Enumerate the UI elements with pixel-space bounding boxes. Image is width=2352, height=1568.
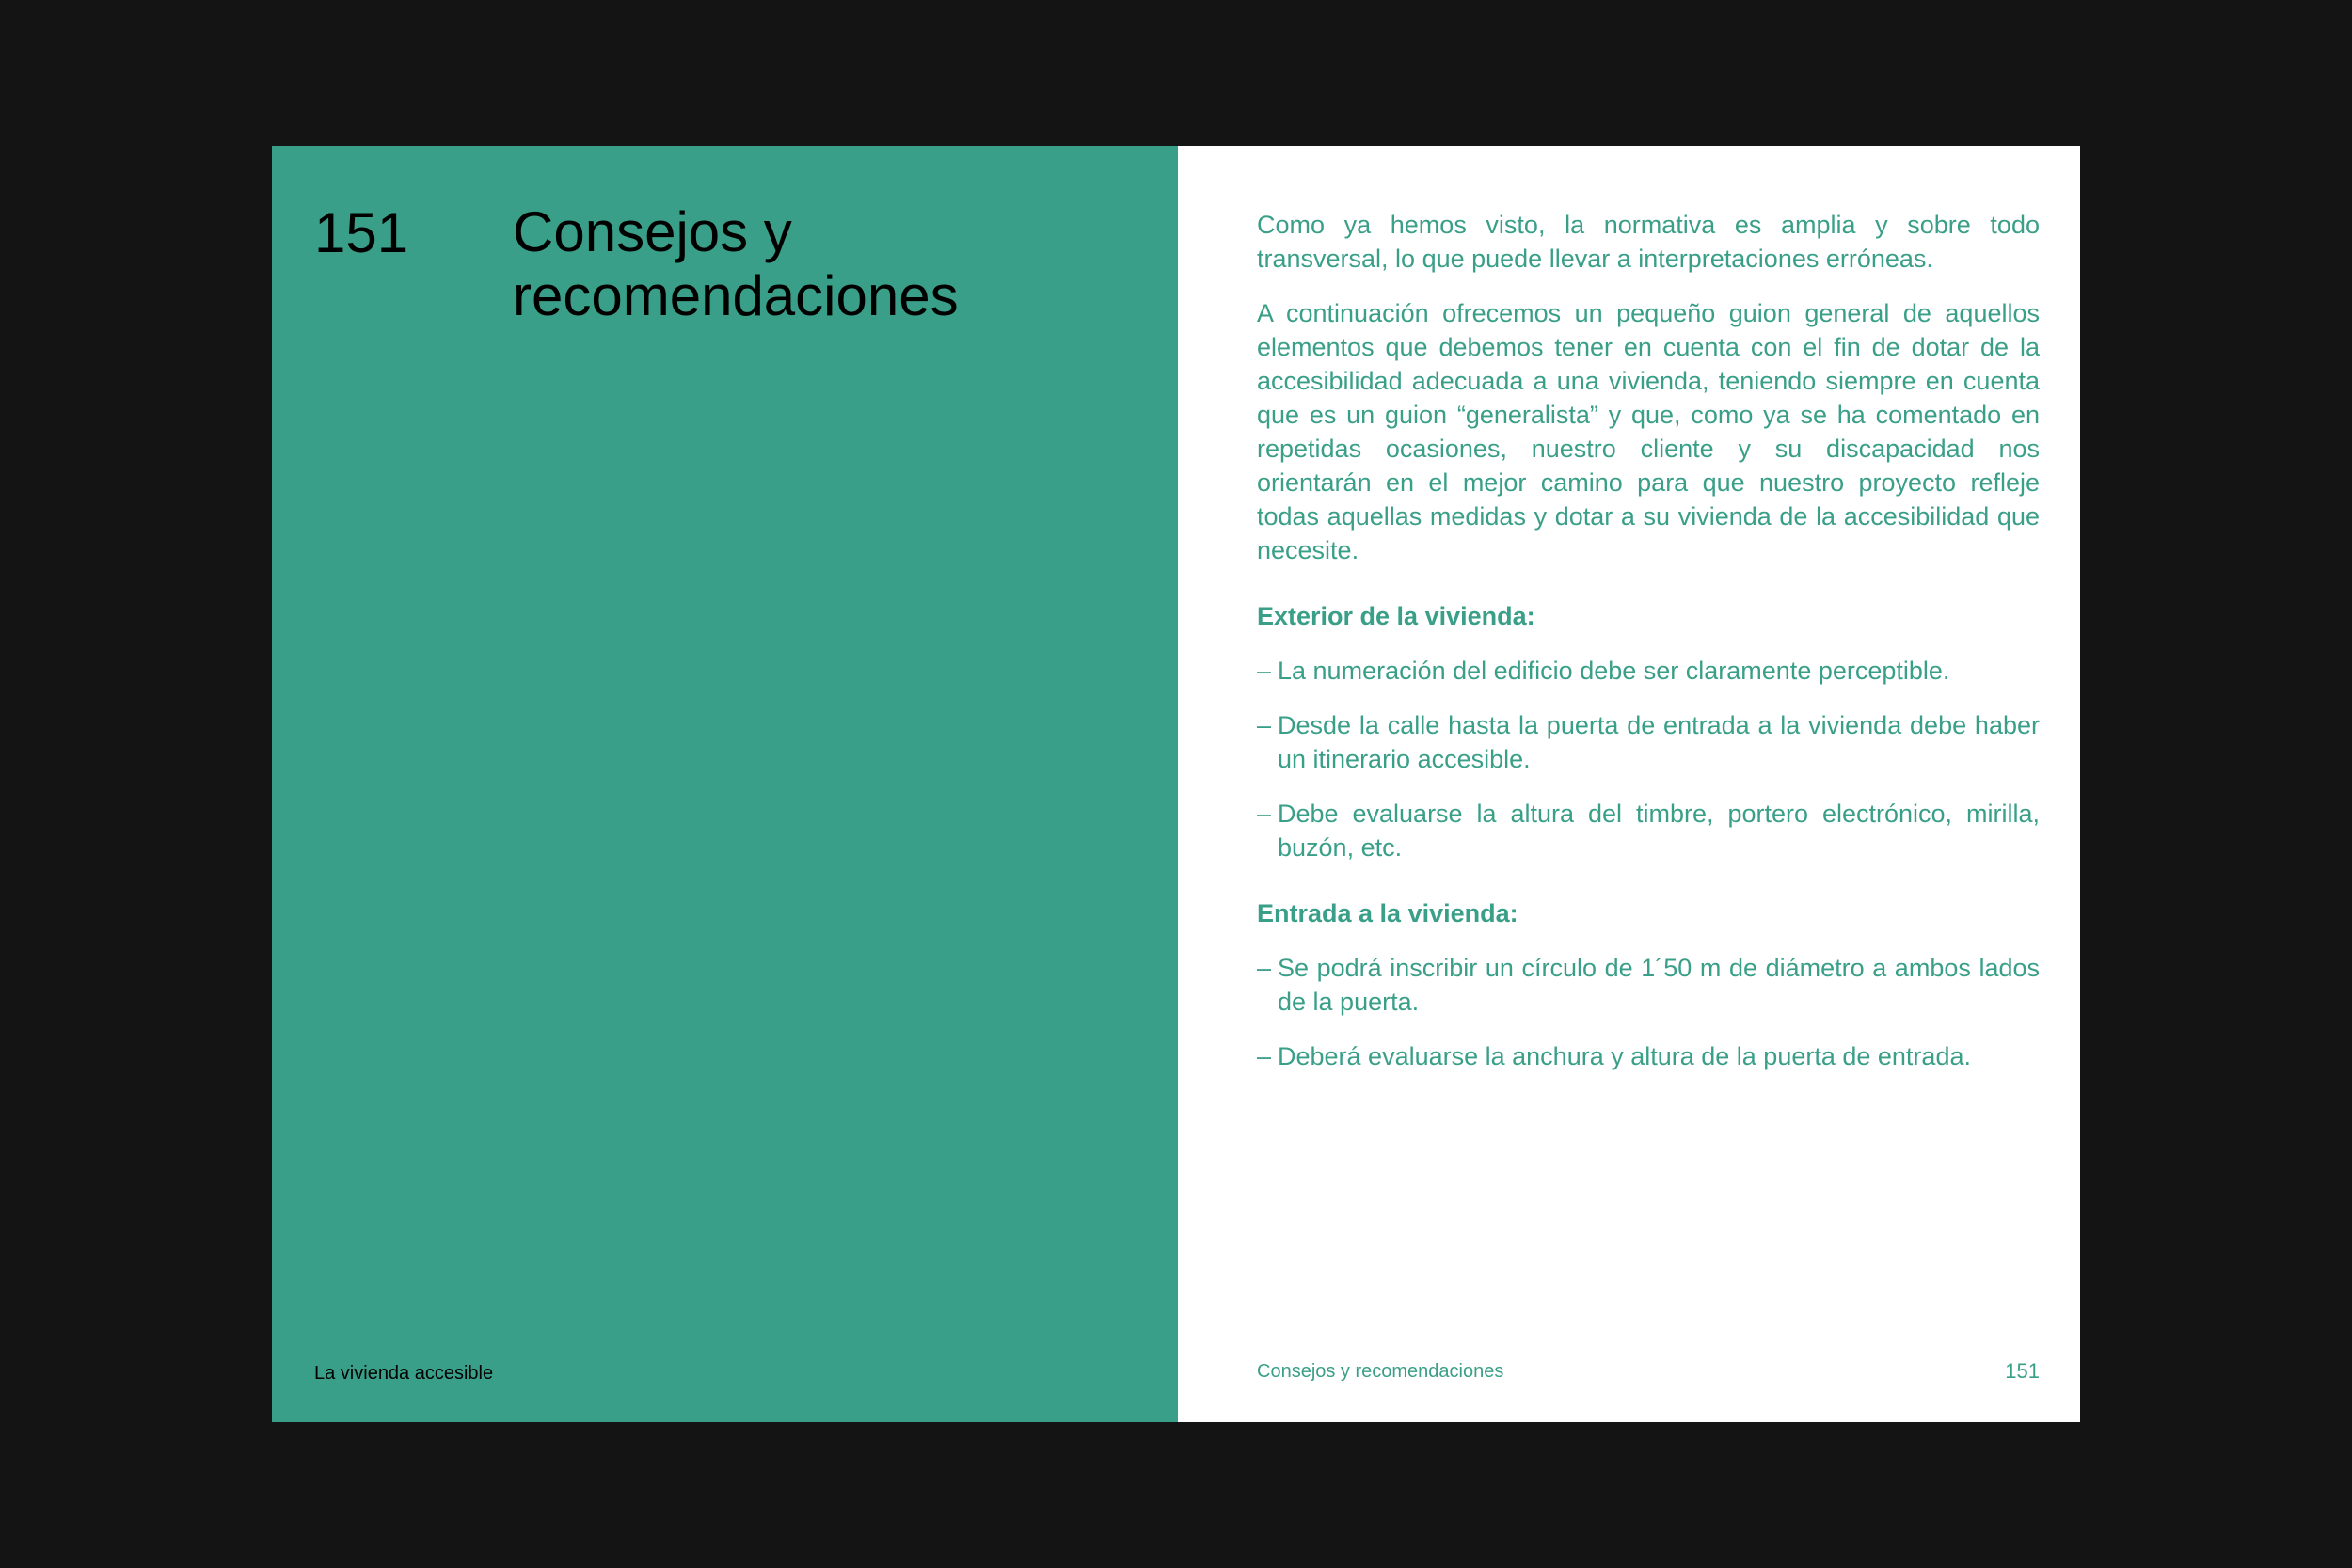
running-footer-chapter-title: Consejos y recomendaciones <box>1257 1361 1504 1382</box>
chapter-number: 151 <box>314 201 409 264</box>
list-item <box>1257 708 2040 776</box>
section-heading: Entrada a la vivienda: <box>1257 899 1518 927</box>
bullet-list <box>1257 654 2040 864</box>
running-footer-book-title: La vivienda accesible <box>314 1363 494 1384</box>
body-text <box>1257 208 2040 1094</box>
list-item <box>1257 797 2040 864</box>
list-item-text: Se podrá inscribir un círculo de 1´50 m de diámetro a ambos lados de la puerta. <box>1278 954 2040 1016</box>
dash-bullet: – <box>1257 657 1272 685</box>
list-item-text: Deberá evaluarse la anchura y altura de la puerta de entrada. <box>1278 1042 1971 1070</box>
list-item-text: Debe evaluarse la altura del timbre, portero electrónico, mirilla, buzón, etc. <box>1278 800 2040 862</box>
left-page <box>272 146 1178 1422</box>
intro-paragraph: A continuación ofrecemos un pequeño guion general de aquellos elementos que debemos tener en cuenta con el fin de dotar de la accesibilidad adecuada a una vivienda, teniendo siempre en cuenta que es un guion “generalista” y que, como ya se ha comentado en repetidas ocasiones, nuestro cliente y su discapacidad nos orientarán en el mejor camino para que nuestro proyecto refleje todas aquellas medidas y dotar a su vivienda de la accesibilidad que necesite. <box>1257 299 2040 564</box>
list-item <box>1257 1039 2040 1073</box>
chapter-title: Consejos y recomendaciones <box>513 200 959 327</box>
list-item-text: La numeración del edificio debe ser claramente perceptible. <box>1278 657 1950 685</box>
book-spread <box>272 146 2080 1422</box>
bullet-list <box>1257 951 2040 1073</box>
list-item-text: Desde la calle hasta la puerta de entrada a la vivienda debe haber un itinerario accesible. <box>1278 711 2040 773</box>
dash-bullet: – <box>1257 954 1272 982</box>
dash-bullet: – <box>1257 800 1272 828</box>
list-item <box>1257 654 2040 688</box>
dash-bullet: – <box>1257 711 1272 739</box>
page-number: 151 <box>2005 1359 2040 1383</box>
section-heading: Exterior de la vivienda: <box>1257 602 1535 630</box>
intro-paragraph: Como ya hemos visto, la normativa es amplia y sobre todo transversal, lo que puede llevar a interpretaciones erróneas. <box>1257 211 2040 273</box>
dash-bullet: – <box>1257 1042 1272 1070</box>
list-item <box>1257 951 2040 1019</box>
right-page <box>1178 146 2080 1422</box>
